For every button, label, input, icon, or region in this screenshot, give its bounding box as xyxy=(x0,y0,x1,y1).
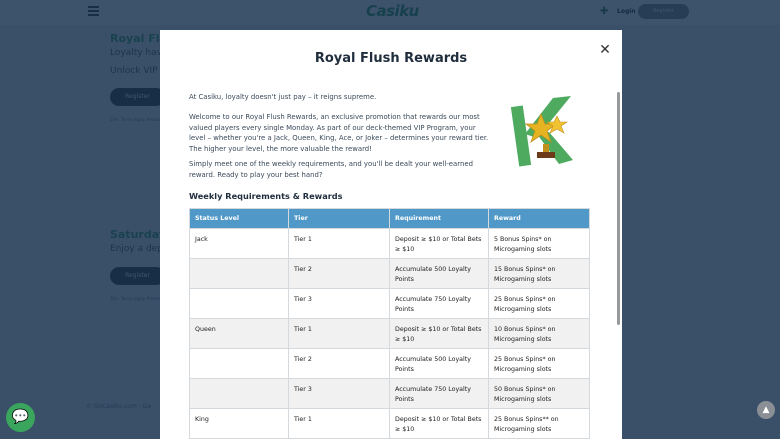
column-header: Requirement xyxy=(390,209,489,229)
table-cell xyxy=(190,259,289,289)
table-cell: Tier 3 xyxy=(289,289,390,319)
table-cell: Tier 3 xyxy=(289,379,390,409)
close-icon[interactable]: ✕ xyxy=(599,42,611,58)
table-cell: Tier 1 xyxy=(289,319,390,349)
table-header-row xyxy=(190,209,590,229)
modal-scrollbar[interactable] xyxy=(617,92,620,325)
rewards-table xyxy=(189,208,590,439)
table-cell: Tier 2 xyxy=(289,349,390,379)
modal-title: Royal Flush Rewards xyxy=(314,51,468,66)
table-cell: Tier 2 xyxy=(289,259,390,289)
welcome-paragraph: Welcome to our Royal Flush Rewards, an exclusive promotion that rewards our most valued players every single Monday. As part of our deck-themed VIP Program, your level – whether you're a Jack, Queen, King, Ace, or Joker – determines your reward tier. The higher your level, the more valuable the reward! xyxy=(189,113,489,153)
table-cell xyxy=(190,379,289,409)
promo-modal xyxy=(160,30,622,439)
table-row xyxy=(190,289,590,319)
table-cell: Deposit ≥ $10 or Total Bets ≥ $10 xyxy=(390,319,489,349)
table-cell: Accumulate 750 Loyalty Points xyxy=(390,289,489,319)
table-row xyxy=(190,349,590,379)
column-header: Status Level xyxy=(190,209,289,229)
table-cell: 25 Bonus Spins** on Microgaming slots xyxy=(489,409,590,439)
table-cell xyxy=(190,349,289,379)
table-cell: Jack xyxy=(190,229,289,259)
table-cell: 50 Bonus Spins* on Microgaming slots xyxy=(489,379,590,409)
table-row xyxy=(190,319,590,349)
table-cell: King xyxy=(190,409,289,439)
table-cell: 25 Bonus Spins* on Microgaming slots xyxy=(489,349,590,379)
scroll-top-icon[interactable]: ▲ xyxy=(757,401,775,419)
table-cell: Deposit ≥ $10 or Total Bets ≥ $10 xyxy=(390,409,489,439)
section-heading: Weekly Requirements & Rewards xyxy=(189,191,343,201)
table-cell: Deposit ≥ $10 or Total Bets ≥ $10 xyxy=(390,229,489,259)
table-row xyxy=(190,259,590,289)
table-row xyxy=(190,409,590,439)
table-cell: 5 Bonus Spins* on Microgaming slots xyxy=(489,229,590,259)
table-cell: 10 Bonus Spins* on Microgaming slots xyxy=(489,319,590,349)
table-cell: Accumulate 500 Loyalty Points xyxy=(390,259,489,289)
column-header: Reward xyxy=(489,209,590,229)
table-row xyxy=(190,229,590,259)
simply-paragraph: Simply meet one of the weekly requirements, and you'll be dealt your well-earned reward. Ready to play your best hand? xyxy=(189,160,473,179)
column-header: Tier xyxy=(289,209,390,229)
trophy-letter-k-illustration xyxy=(503,94,585,170)
table-cell: Tier 1 xyxy=(289,229,390,259)
table-cell: 15 Bonus Spins* on Microgaming slots xyxy=(489,259,590,289)
table-cell: Tier 1 xyxy=(289,409,390,439)
table-cell: Accumulate 750 Loyalty Points xyxy=(390,379,489,409)
table-cell: Queen xyxy=(190,319,289,349)
chat-icon[interactable]: 💬 xyxy=(6,403,35,432)
intro-paragraph: At Casiku, loyalty doesn't just pay – it reigns supreme. xyxy=(189,93,377,101)
table-cell xyxy=(190,289,289,319)
table-cell: 25 Bonus Spins* on Microgaming slots xyxy=(489,289,590,319)
table-cell: Accumulate 500 Loyalty Points xyxy=(390,349,489,379)
table-row xyxy=(190,379,590,409)
